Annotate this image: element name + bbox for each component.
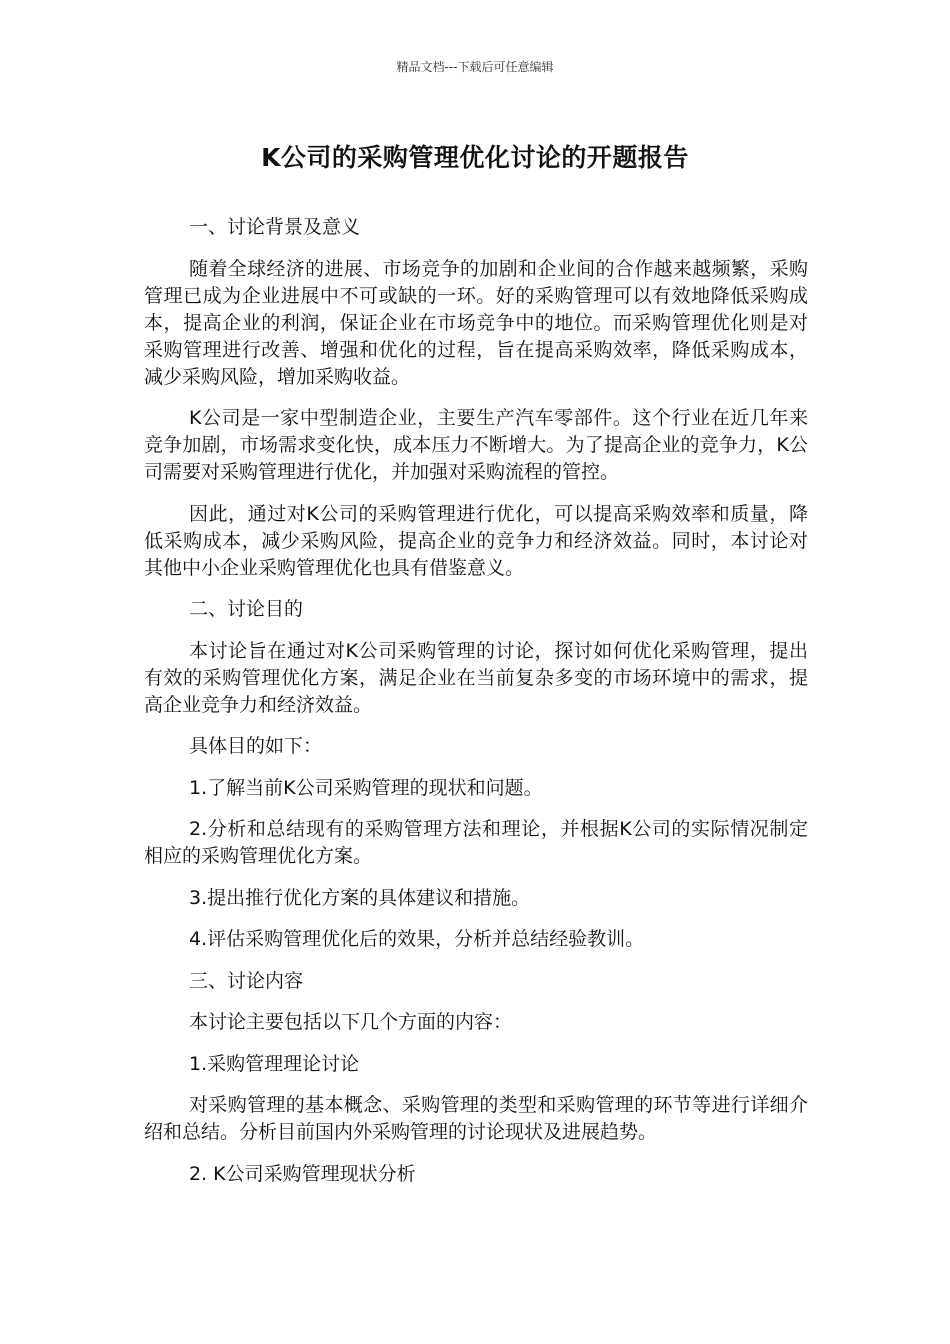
list-item: 4.评估采购管理优化后的效果，分析并总结经验教训。 (189, 928, 645, 950)
list-item: 3.提出推行优化方案的具体建议和措施。 (189, 886, 531, 909)
list-item: 1.采购管理理论讨论 (189, 1052, 360, 1075)
section-heading-purpose: 二、讨论目的 (189, 598, 304, 620)
document-title: K公司的采购管理优化讨论的开题报告 (261, 143, 689, 172)
document-body (144, 214, 808, 1202)
section-heading-background: 一、讨论背景及意义 (189, 216, 361, 238)
header-note: 精品文档---下载后可任意编辑 (396, 60, 554, 74)
list-item: 2. K公司采购管理现状分析 (189, 1162, 416, 1185)
paragraph: 对采购管理的基本概念、采购管理的类型和采购管理的环节等进行详细介绍和总结。分析目前国内外采购管理的讨论现状及进展趋势。 (144, 1094, 808, 1143)
section-heading-content: 三、讨论内容 (189, 969, 304, 992)
paragraph: 具体目的如下： (189, 735, 323, 757)
list-item: 1.了解当前K公司采购管理的现状和问题。 (189, 776, 543, 799)
list-item: 2.分析和总结现有的采购管理方法和理论，并根据K公司的实际情况制定相应的采购管理优化方案。 (144, 818, 808, 867)
paragraph: 本讨论主要包括以下几个方面的内容： (189, 1011, 513, 1033)
paragraph: 因此，通过对K公司的采购管理进行优化，可以提高采购效率和质量，降低采购成本，减少采购风险，提高企业的竞争力和经济效益。同时，本讨论对其他中小企业采购管理优化也具有借鉴意义。 (144, 502, 808, 579)
paragraph: 随着全球经济的进展、市场竞争的加剧和企业间的合作越来越频繁，采购管理已成为企业进展中不可或缺的一环。好的采购管理可以有效地降低采购成本，提高企业的利润，保证企业在市场竞争中的地位。而采购管理优化则是对采购管理进行改善、增强和优化的过程，旨在提高采购效率，降低采购成本，减少采购风险，增加采购收益。 (144, 257, 808, 388)
paragraph: 本讨论旨在通过对K公司采购管理的讨论，探讨如何优化采购管理，提出有效的采购管理优化方案，满足企业在当前复杂多变的市场环境中的需求，提高企业竞争力和经济效益。 (144, 639, 808, 716)
paragraph: K公司是一家中型制造企业，主要生产汽车零部件。这个行业在近几年来竞争加剧，市场需求变化快，成本压力不断增大。为了提高企业的竞争力，K公司需要对采购管理进行优化，并加强对采购流程的管控。 (144, 407, 808, 483)
